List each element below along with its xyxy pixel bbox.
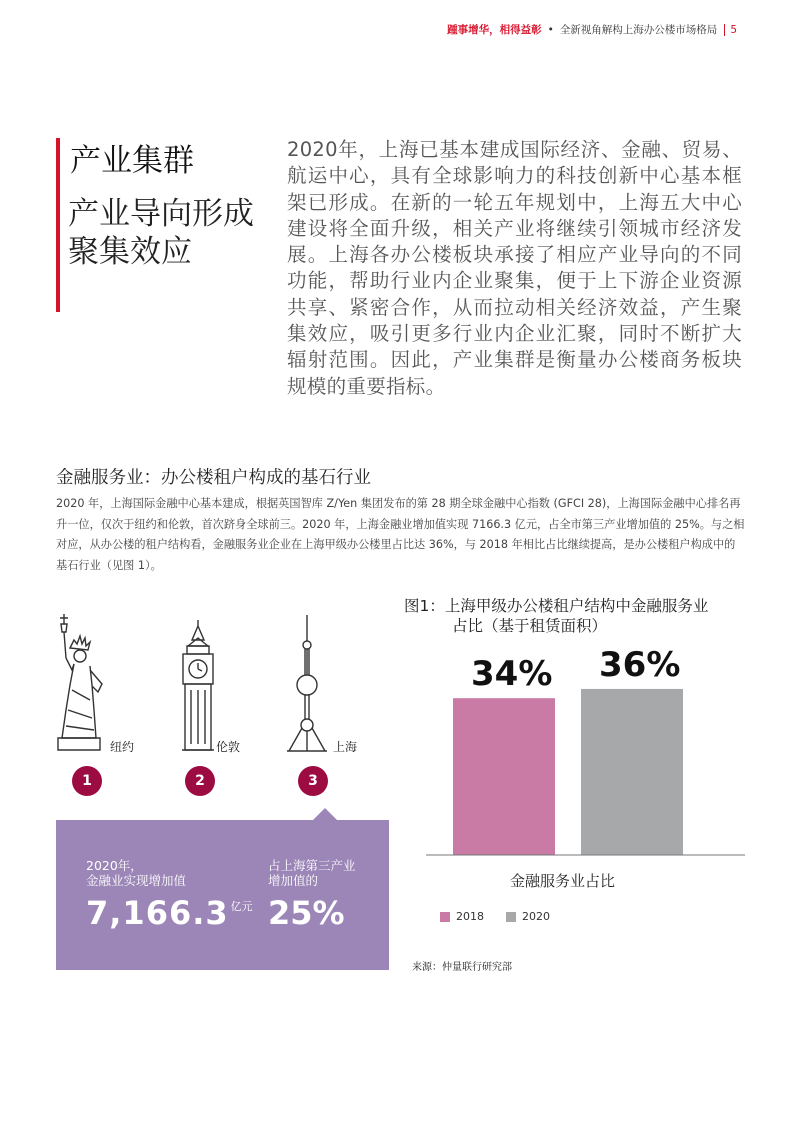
city-label-london: 伦敦 bbox=[216, 740, 241, 754]
statue-of-liberty-icon bbox=[50, 610, 120, 755]
legend-item-2018 bbox=[440, 910, 484, 923]
city-newyork bbox=[50, 610, 150, 760]
stat-label-2-line2: 增加值的 bbox=[268, 873, 319, 888]
stat-label-1-line1: 2020年， bbox=[86, 858, 143, 873]
header-separator bbox=[724, 24, 725, 36]
x-axis-category: 金融服务业占比 bbox=[510, 872, 616, 890]
bar-label-2020: 36% bbox=[599, 644, 681, 685]
figure-title-line1: 图1：上海甲级办公楼租户结构中金融服务业 bbox=[404, 597, 709, 615]
page-header bbox=[447, 22, 737, 37]
figure-title-line2: 占比（基于租赁面积） bbox=[452, 617, 608, 635]
rank-badge-1: 1 bbox=[72, 766, 102, 796]
stat-label-1 bbox=[86, 858, 186, 888]
big-ben-icon bbox=[178, 618, 218, 753]
finance-title: 金融服务业：办公楼租户构成的基石行业 bbox=[56, 468, 371, 488]
stat-label-2-line1: 占上海第三产业 bbox=[268, 858, 356, 873]
bar-2020 bbox=[581, 689, 683, 855]
stat-value-2: 25% bbox=[268, 894, 345, 932]
city-label-newyork: 纽约 bbox=[110, 740, 135, 754]
stats-box bbox=[56, 820, 389, 970]
bar-chart bbox=[420, 640, 760, 930]
finance-body: 2020 年，上海国际金融中心基本建成，根据英国智库 Z/Yen 集团发布的第 28 期全球金融中心指数 (GFCI 28)，上海国际金融中心排名再升一位，仅次于纽约和伦敦，首次跻身全球前三。2020 年，上海金融业增加值实现 7166.3 亿元，占全市第三产业增加值的 25%。与之相对应，从办公楼的租户结构看，金融服务业企业在上海甲级办公楼里占比达 36%，与 2018 年相比占比继续提高，是办公楼租户构成中的基石行业（见图 1）。 bbox=[56, 497, 745, 572]
bar-label-2018: 34% bbox=[471, 654, 553, 695]
chart-legend bbox=[440, 910, 572, 923]
page-number: 5 bbox=[730, 23, 737, 36]
legend-item-2020 bbox=[506, 910, 550, 923]
section-title: 产业集群 bbox=[70, 143, 194, 179]
section-intro: 2020年，上海已基本建成国际经济、金融、贸易、航运中心，具有全球影响力的科技创新中心基本框架已形成。在新的一轮五年规划中，上海五大中心建设将全面升级，相关产业将继续引领城市经济发展。上海各办公楼板块承接了相应产业导向的不同功能，帮助行业内企业聚集，便于上下游企业资源共享、紧密合作，从而拉动相关经济效益，产生聚集效应，吸引更多行业内企业汇聚，同时不断扩大辐射范围。因此，产业集群是衡量办公楼商务板块规模的重要指标。 bbox=[287, 138, 742, 398]
section-subtitle-line1: 产业导向形成 bbox=[68, 196, 254, 232]
rank-badge-3: 3 bbox=[298, 766, 328, 796]
city-shanghai bbox=[285, 615, 385, 760]
stat-value-1-number: 7,166.3 bbox=[86, 894, 229, 932]
section-subtitle bbox=[68, 195, 254, 271]
rank-badge-2: 2 bbox=[185, 766, 215, 796]
section-subtitle-line2: 聚集效应 bbox=[68, 234, 192, 270]
stat-label-1-line2: 金融业实现增加值 bbox=[86, 873, 187, 888]
legend-label-2020: 2020 bbox=[522, 910, 550, 923]
city-label-shanghai: 上海 bbox=[333, 740, 358, 754]
stat-value-1 bbox=[86, 894, 253, 932]
stat-value-1-unit: 亿元 bbox=[230, 900, 253, 913]
figure-source: 来源：仲量联行研究部 bbox=[412, 962, 512, 973]
legend-swatch-2020 bbox=[506, 912, 516, 922]
header-doc-title: 全新视角解构上海办公楼市场格局 bbox=[559, 24, 718, 36]
legend-label-2018: 2018 bbox=[456, 910, 484, 923]
stat-label-2 bbox=[268, 858, 356, 888]
oriental-pearl-tower-icon bbox=[285, 615, 330, 755]
bar-2018 bbox=[453, 698, 555, 855]
stats-pointer bbox=[313, 808, 337, 820]
section-accent-bar bbox=[56, 138, 60, 312]
city-london bbox=[178, 618, 278, 758]
header-dot: • bbox=[547, 23, 554, 36]
header-slogan: 踵事增华，相得益彰 bbox=[447, 24, 542, 36]
legend-swatch-2018 bbox=[440, 912, 450, 922]
figure-title bbox=[404, 596, 708, 636]
